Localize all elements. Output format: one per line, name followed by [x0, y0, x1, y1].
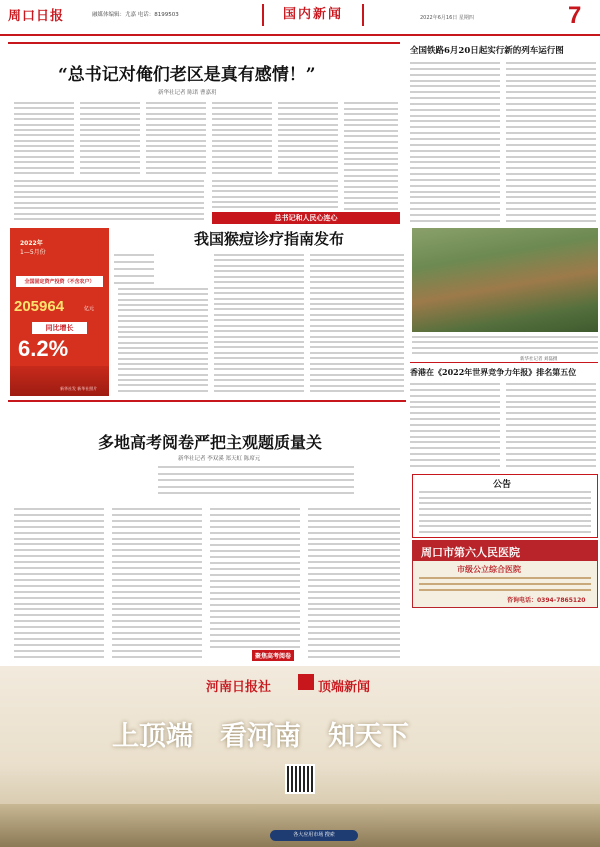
hongkong-article [410, 362, 598, 470]
infographic-unit: 亿元 [84, 306, 95, 312]
lead-text-col4 [212, 102, 272, 174]
growth-label: 同比增长 [32, 322, 87, 334]
dingduan-logo-icon [298, 674, 314, 690]
ad-slogan: 上顶端 看河南 知天下 [112, 721, 409, 752]
lead-text-col6 [344, 102, 398, 210]
lead-headline: “总书记对俺们老区是真有感情！” [58, 65, 316, 85]
infographic-value: 205964 [14, 298, 65, 315]
gaokao-article [8, 400, 406, 662]
gaokao-headline: 多地高考阅卷严把主观题质量关 [98, 433, 323, 452]
section-title: 国内新闻 [262, 4, 364, 26]
monkeypox-intro [114, 254, 154, 284]
hospital-departments [419, 577, 591, 591]
infographic-label: 全国固定资产投资（不含农户） [16, 276, 103, 287]
gaokao-summary [158, 466, 354, 494]
gaokao-text-col2 [112, 508, 202, 658]
lead-byline: 新华社记者 陈诺 曹嘉玥 [158, 90, 217, 96]
lead-theme-bar: 总书记和人民心连心 [212, 212, 400, 224]
lead-text-lower2 [212, 180, 338, 208]
hospital-ad [412, 540, 598, 608]
monkeypox-text-col1 [118, 288, 208, 392]
infographic-period: 1—5月份 [20, 249, 46, 256]
hospital-phone: 咨询电话：0394-7865120 [507, 597, 586, 604]
railway-article [410, 42, 598, 226]
investment-infographic [10, 228, 109, 396]
bottom-advertisement [0, 666, 600, 847]
masthead [0, 0, 600, 36]
lead-article [8, 42, 400, 222]
ad-app-store-footer: 各大应用市场 搜索 [270, 830, 358, 841]
railway-text-col2 [506, 62, 596, 222]
infographic-year: 2022年 [20, 240, 43, 247]
monkeypox-headline: 我国猴痘诊疗指南发布 [194, 230, 345, 248]
notice-title: 公告 [493, 480, 512, 490]
hongkong-headline: 香港在《2022年世界竞争力年报》排名第五位 [410, 367, 577, 377]
public-notice [412, 474, 598, 538]
photo-caption-text [412, 336, 598, 354]
issue-date: 2022年6月16日 星期四 [420, 15, 474, 21]
lead-text-col5 [278, 102, 338, 174]
gaokao-text-col4 [308, 508, 400, 658]
monkeypox-text-col2 [214, 254, 304, 392]
railway-headline: 全国铁路6月20日起实行新的列车运行图 [410, 46, 564, 56]
hongkong-text-col1 [410, 383, 500, 467]
railway-text-col1 [410, 62, 500, 222]
page-number: 7 [568, 2, 582, 29]
monkeypox-article [114, 228, 406, 396]
ad-brand-henan-daily: 河南日报社 [206, 680, 272, 695]
editor-info: 融媒体编辑：尤嘉 电话：8199503 [92, 12, 179, 18]
lead-text-lower [14, 180, 204, 220]
news-photo [412, 228, 598, 332]
gaokao-text-col1 [14, 508, 104, 658]
infographic-caption: 新华社发 新华社照片 [60, 386, 98, 391]
hospital-name: 周口市第六人民医院 [421, 546, 520, 559]
gaokao-tag: 聚焦高考阅卷 [252, 650, 294, 661]
ad-brand-dingduan: 顶端新闻 [318, 680, 371, 695]
photo-caption-credit: 新华社记者 刘磊摄 [520, 357, 558, 362]
gaokao-text-col3 [210, 508, 300, 648]
qr-code [285, 764, 315, 794]
lead-text-col1 [14, 102, 74, 174]
lead-text-col2 [80, 102, 140, 174]
growth-value: 6.2% [18, 336, 69, 361]
hongkong-text-col2 [506, 383, 596, 467]
gaokao-byline: 新华社记者 李双溪 郑天虹 陈席元 [178, 456, 261, 462]
monkeypox-text-col3 [310, 254, 404, 392]
newspaper-logo: 周口日报 [8, 9, 65, 24]
hospital-subtitle: 市级公立综合医院 [457, 565, 521, 574]
notice-text [419, 491, 591, 533]
lead-text-col3 [146, 102, 206, 174]
